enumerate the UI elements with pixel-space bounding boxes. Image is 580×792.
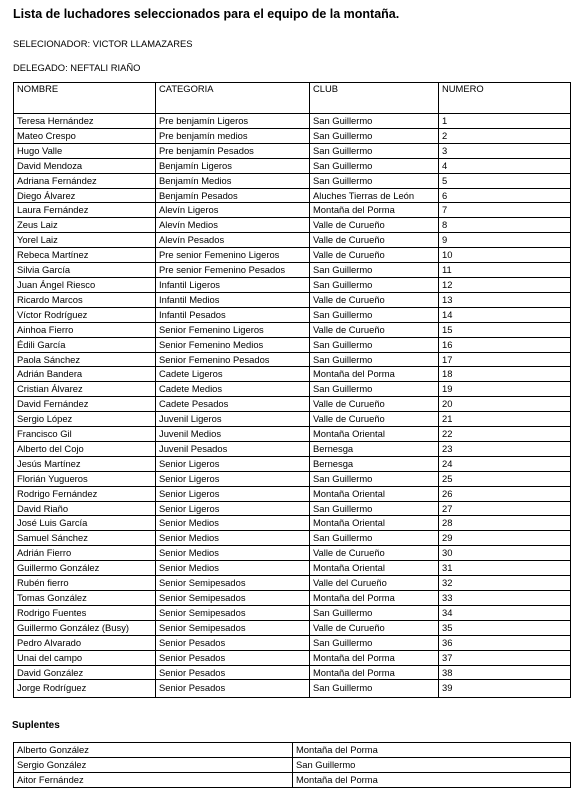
table-row [14,263,571,278]
cell-nombre: Adriana Fernández [14,173,156,188]
cell-numero: 38 [439,665,571,680]
cell-categoria: Pre senior Femenino Pesados [156,263,310,278]
table-row [14,680,571,698]
cell-numero: 33 [439,591,571,606]
cell-categoria: Infantil Pesados [156,307,310,322]
cell-nombre: Teresa Hernández [14,114,156,129]
cell-categoria: Pre benjamín Ligeros [156,114,310,129]
cell-club: San Guillermo [310,531,439,546]
cell-nombre: Francisco Gil [14,427,156,442]
cell-club: San Guillermo [310,158,439,173]
cell-club: Valle de Curueño [310,620,439,635]
cell-club: San Guillermo [310,337,439,352]
cell-club: San Guillermo [310,680,439,698]
cell-categoria: Senior Femenino Medios [156,337,310,352]
table-row [14,441,571,456]
table-row [14,546,571,561]
cell-categoria: Senior Pesados [156,650,310,665]
cell-categoria: Senior Medios [156,546,310,561]
table-row [14,277,571,292]
cell-numero: 10 [439,248,571,263]
cell-nombre: David Riaño [14,501,156,516]
cell-club: San Guillermo [310,382,439,397]
cell-categoria: Senior Ligeros [156,501,310,516]
cell-categoria: Senior Ligeros [156,486,310,501]
table-row [14,173,571,188]
delegado-line: DELEGADO: NEFTALI RIAÑO [13,62,141,73]
cell-numero: 11 [439,263,571,278]
cell-numero: 25 [439,471,571,486]
cell-numero: 17 [439,352,571,367]
suplente-club: Montaña del Porma [293,743,571,758]
table-row [14,576,571,591]
cell-categoria: Senior Pesados [156,665,310,680]
cell-club: Montaña del Porma [310,665,439,680]
cell-nombre: Unai del campo [14,650,156,665]
cell-club: San Guillermo [310,605,439,620]
table-row [14,486,571,501]
wrestlers-table [13,82,571,698]
cell-categoria: Infantil Medios [156,292,310,307]
cell-club: Valle de Curueño [310,322,439,337]
table-row [14,665,571,680]
cell-club: Valle de Curueño [310,546,439,561]
cell-nombre: José Luis García [14,516,156,531]
cell-club: San Guillermo [310,263,439,278]
cell-numero: 8 [439,218,571,233]
cell-nombre: David Mendoza [14,158,156,173]
cell-numero: 16 [439,337,571,352]
table-row [14,561,571,576]
cell-nombre: Paola Sánchez [14,352,156,367]
cell-nombre: Hugo Valle [14,143,156,158]
cell-numero: 31 [439,561,571,576]
suplente-nombre: Sergio González [14,758,293,773]
cell-categoria: Benjamín Medios [156,173,310,188]
cell-club: Montaña del Porma [310,203,439,218]
table-row [14,233,571,248]
cell-categoria: Infantil Ligeros [156,277,310,292]
cell-categoria: Juvenil Pesados [156,441,310,456]
cell-club: Valle de Curueño [310,233,439,248]
cell-club: Montaña Oriental [310,516,439,531]
cell-club: Valle de Curueño [310,397,439,412]
table-row [14,605,571,620]
header-club: CLUB [310,83,439,114]
cell-numero: 37 [439,650,571,665]
cell-numero: 23 [439,441,571,456]
table-row [14,188,571,203]
cell-numero: 27 [439,501,571,516]
suplente-row [14,743,571,758]
suplentes-table [13,742,571,788]
table-row [14,292,571,307]
table-row [14,397,571,412]
table-row [14,143,571,158]
cell-numero: 32 [439,576,571,591]
cell-nombre: Mateo Crespo [14,128,156,143]
cell-nombre: Alberto del Cojo [14,441,156,456]
cell-numero: 18 [439,367,571,382]
cell-numero: 29 [439,531,571,546]
cell-nombre: David Fernández [14,397,156,412]
cell-club: San Guillermo [310,307,439,322]
cell-numero: 34 [439,605,571,620]
cell-nombre: Pedro Alvarado [14,635,156,650]
cell-club: Bernesga [310,456,439,471]
cell-numero: 35 [439,620,571,635]
cell-club: Valle del Curueño [310,576,439,591]
cell-club: Montaña Oriental [310,561,439,576]
cell-club: San Guillermo [310,635,439,650]
cell-nombre: Rebeca Martínez [14,248,156,263]
table-row [14,322,571,337]
cell-numero: 1 [439,114,571,129]
cell-numero: 36 [439,635,571,650]
cell-nombre: Guillermo González (Busy) [14,620,156,635]
cell-categoria: Senior Femenino Pesados [156,352,310,367]
cell-numero: 30 [439,546,571,561]
suplente-nombre: Aitor Fernández [14,773,293,788]
cell-numero: 39 [439,680,571,698]
cell-nombre: Cristian Álvarez [14,382,156,397]
cell-categoria: Senior Medios [156,531,310,546]
suplente-row [14,758,571,773]
cell-club: Valle de Curueño [310,248,439,263]
cell-categoria: Alevín Pesados [156,233,310,248]
cell-club: Bernesga [310,441,439,456]
cell-club: San Guillermo [310,143,439,158]
cell-categoria: Senior Pesados [156,680,310,698]
cell-categoria: Benjamín Pesados [156,188,310,203]
cell-nombre: Tomas González [14,591,156,606]
suplentes-heading: Suplentes [12,720,60,731]
cell-categoria: Juvenil Medios [156,427,310,442]
cell-categoria: Senior Semipesados [156,591,310,606]
document-title: Lista de luchadores seleccionados para el equipo de la montaña. [13,7,400,21]
cell-club: Montaña del Porma [310,367,439,382]
cell-club: San Guillermo [310,128,439,143]
cell-categoria: Cadete Medios [156,382,310,397]
cell-numero: 9 [439,233,571,248]
header-numero: NUMERO [439,83,571,114]
cell-numero: 26 [439,486,571,501]
cell-nombre: Juan Ángel Riesco [14,277,156,292]
cell-numero: 28 [439,516,571,531]
table-row [14,456,571,471]
cell-categoria: Benjamín Ligeros [156,158,310,173]
cell-numero: 21 [439,412,571,427]
cell-nombre: Rodrigo Fuentes [14,605,156,620]
cell-categoria: Pre benjamín medios [156,128,310,143]
cell-nombre: Silvia García [14,263,156,278]
cell-categoria: Senior Ligeros [156,471,310,486]
cell-categoria: Pre benjamín Pesados [156,143,310,158]
cell-numero: 12 [439,277,571,292]
cell-categoria: Juvenil Ligeros [156,412,310,427]
table-row [14,337,571,352]
table-row [14,531,571,546]
cell-nombre: Guillermo González [14,561,156,576]
cell-categoria: Senior Medios [156,561,310,576]
cell-categoria: Pre senior Femenino Ligeros [156,248,310,263]
cell-categoria: Senior Semipesados [156,605,310,620]
table-header-row [14,83,571,114]
cell-club: San Guillermo [310,471,439,486]
cell-club: Montaña Oriental [310,427,439,442]
cell-club: San Guillermo [310,173,439,188]
cell-categoria: Senior Ligeros [156,456,310,471]
cell-club: San Guillermo [310,501,439,516]
cell-nombre: Yorel Laiz [14,233,156,248]
table-row [14,650,571,665]
table-row [14,412,571,427]
cell-categoria: Senior Femenino Ligeros [156,322,310,337]
suplente-row [14,773,571,788]
table-row [14,203,571,218]
cell-club: San Guillermo [310,352,439,367]
cell-nombre: Sergio López [14,412,156,427]
suplente-club: Montaña del Porma [293,773,571,788]
table-row [14,218,571,233]
cell-numero: 4 [439,158,571,173]
cell-nombre: Diego Álvarez [14,188,156,203]
cell-categoria: Cadete Ligeros [156,367,310,382]
cell-club: Montaña del Porma [310,650,439,665]
suplente-club: San Guillermo [293,758,571,773]
cell-categoria: Senior Semipesados [156,576,310,591]
cell-nombre: Rubén fierro [14,576,156,591]
cell-numero: 19 [439,382,571,397]
cell-club: Valle de Curueño [310,412,439,427]
cell-numero: 7 [439,203,571,218]
cell-nombre: Laura Fernández [14,203,156,218]
table-row [14,471,571,486]
table-row [14,516,571,531]
header-nombre: NOMBRE [14,83,156,114]
cell-nombre: Jesús Martínez [14,456,156,471]
cell-nombre: Édili García [14,337,156,352]
cell-club: Aluches Tierras de León [310,188,439,203]
seleccionador-line: SELECIONADOR: VICTOR LLAMAZARES [13,38,193,49]
table-row [14,158,571,173]
cell-club: San Guillermo [310,277,439,292]
table-row [14,591,571,606]
table-row [14,382,571,397]
cell-club: San Guillermo [310,114,439,129]
table-row [14,352,571,367]
table-row [14,501,571,516]
table-row [14,620,571,635]
cell-nombre: Zeus Laiz [14,218,156,233]
table-row [14,307,571,322]
cell-nombre: Jorge Rodríguez [14,680,156,698]
cell-categoria: Senior Medios [156,516,310,531]
cell-club: Montaña del Porma [310,591,439,606]
cell-club: Valle de Curueño [310,292,439,307]
cell-nombre: Samuel Sánchez [14,531,156,546]
table-row [14,635,571,650]
cell-categoria: Senior Pesados [156,635,310,650]
cell-categoria: Alevín Ligeros [156,203,310,218]
cell-numero: 2 [439,128,571,143]
cell-nombre: David González [14,665,156,680]
cell-numero: 20 [439,397,571,412]
cell-numero: 5 [439,173,571,188]
cell-numero: 22 [439,427,571,442]
cell-nombre: Ainhoa Fierro [14,322,156,337]
header-categoria: CATEGORIA [156,83,310,114]
table-row [14,248,571,263]
cell-numero: 15 [439,322,571,337]
cell-numero: 24 [439,456,571,471]
cell-numero: 3 [439,143,571,158]
cell-nombre: Florián Yugueros [14,471,156,486]
cell-nombre: Adrián Bandera [14,367,156,382]
cell-nombre: Ricardo Marcos [14,292,156,307]
cell-categoria: Senior Semipesados [156,620,310,635]
table-row [14,367,571,382]
table-row [14,114,571,129]
cell-nombre: Rodrigo Fernández [14,486,156,501]
cell-nombre: Adrián Fierro [14,546,156,561]
cell-nombre: Víctor Rodríguez [14,307,156,322]
suplente-nombre: Alberto González [14,743,293,758]
table-row [14,128,571,143]
cell-categoria: Alevín Medios [156,218,310,233]
cell-numero: 6 [439,188,571,203]
cell-numero: 13 [439,292,571,307]
cell-club: Valle de Curueño [310,218,439,233]
cell-categoria: Cadete Pesados [156,397,310,412]
cell-club: Montaña Oriental [310,486,439,501]
table-row [14,427,571,442]
cell-numero: 14 [439,307,571,322]
